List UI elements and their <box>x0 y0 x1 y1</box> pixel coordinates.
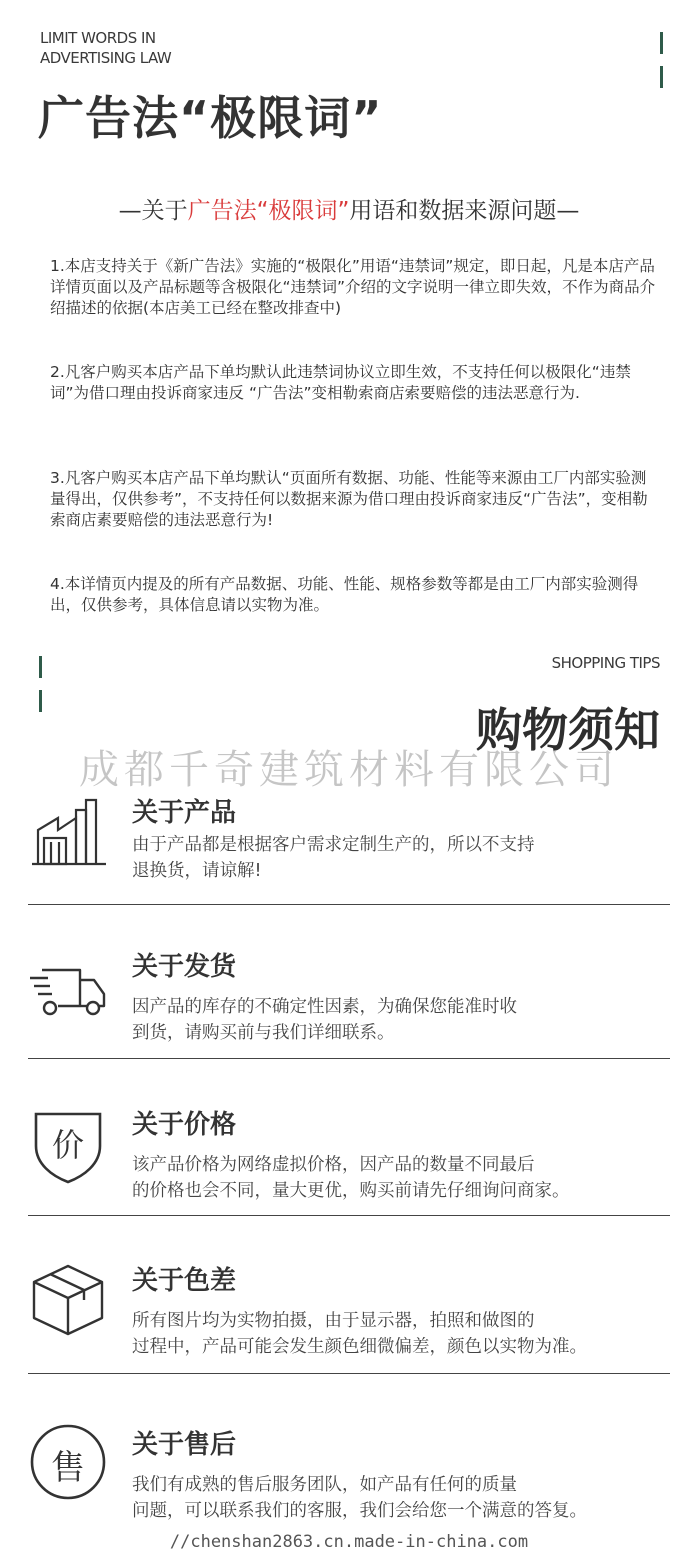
section-title: 关于发货 <box>132 952 237 982</box>
section-text-line2: 过程中，产品可能会发生颜色细微偏差，颜色以实物为准。 <box>132 1337 587 1357</box>
section-text-line1: 因产品的库存的不确定性因素，为确保您能准时收 <box>132 997 517 1017</box>
divider <box>28 904 670 905</box>
section-color-difference <box>0 1258 698 1376</box>
section-title: 关于色差 <box>132 1266 237 1296</box>
box-icon <box>28 1260 108 1340</box>
section-text <box>132 1308 672 1360</box>
section-text-line1: 我们有成熟的售后服务团队，如产品有任何的质量 <box>132 1475 517 1495</box>
section-shipping <box>0 944 698 1062</box>
header-english-line2: ADVERTISING LAW <box>40 49 172 67</box>
accent-bar <box>660 32 663 54</box>
section-text <box>132 994 672 1046</box>
section-text-line1: 所有图片均为实物拍摄，由于显示器，拍照和做图的 <box>132 1311 535 1331</box>
shopping-tips-title: 购物须知 <box>476 703 660 757</box>
section-text-line2: 退换货，请谅解! <box>132 861 262 881</box>
section-title: 关于产品 <box>132 798 237 828</box>
notice-paragraph-1: 1.本店支持关于《新广告法》实施的“极限化”用语“违禁词”规定，即日起，凡是本店产品详情页面以及产品标题等含极限化“违禁词”介绍的文字说明一律立即失效，不作为商品介绍描述的依据(本店美工已经在整改排查中) <box>50 257 656 317</box>
footer-url: //chenshan2863.cn.made-in-china.com <box>169 1532 529 1552</box>
page-title: 广告法“极限词” <box>38 91 383 145</box>
notice-paragraph-2: 2.凡客户购买本店产品下单均默认此违禁词协议立即生效，不支持任何以极限化“违禁词”为借口理由投诉商家违反 “广告法”变相勒索商店索要赔偿的违法恶意行为. <box>50 363 631 402</box>
accent-bar <box>39 690 42 712</box>
section-text <box>132 1152 672 1204</box>
shopping-tips-english: SHOPPING TIPS <box>551 654 660 672</box>
section-product <box>0 790 698 908</box>
after-sale-icon-char: 售 <box>51 1448 85 1488</box>
subtitle-suffix: 用语和数据来源问题— <box>349 198 580 224</box>
section-text <box>132 1472 672 1524</box>
header-english-line1: LIMIT WORDS IN <box>40 29 156 47</box>
factory-icon <box>28 792 108 872</box>
accent-bar <box>660 66 663 88</box>
section-after-sale <box>0 1420 698 1530</box>
section-title: 关于售后 <box>132 1430 237 1460</box>
subtitle <box>0 192 698 225</box>
header-english <box>40 28 171 68</box>
section-text-line1: 由于产品都是根据客户需求定制生产的，所以不支持 <box>132 835 535 855</box>
after-sale-icon <box>28 1422 108 1502</box>
accent-bar <box>39 656 42 678</box>
section-title: 关于价格 <box>132 1110 237 1140</box>
price-icon-char: 价 <box>51 1126 84 1164</box>
company-watermark: 成都千奇建筑材料有限公司 <box>79 747 619 793</box>
divider <box>28 1058 670 1059</box>
section-text-line2: 问题，可以联系我们的客服，我们会给您一个满意的答复。 <box>132 1501 587 1521</box>
truck-icon <box>28 950 108 1030</box>
notice-paragraph-3: 3.凡客户购买本店产品下单均默认“页面所有数据、功能、性能等来源由工厂内部实验测量得出，仅供参考”，不支持任何以数据来源为借口理由投诉商家违反“广告法”，变相勒索商店素要赔偿的违法恶意行为! <box>50 469 648 529</box>
divider <box>28 1215 670 1216</box>
section-price <box>0 1102 698 1220</box>
subtitle-prefix: —关于 <box>118 198 188 224</box>
section-text-line2: 的价格也会不同，量大更优，购买前请先仔细询问商家。 <box>132 1181 570 1201</box>
section-text <box>132 832 672 884</box>
divider <box>28 1373 670 1374</box>
subtitle-highlight: 广告法“极限词” <box>187 198 350 224</box>
price-shield-icon <box>28 1106 108 1186</box>
section-text-line2: 到货，请购买前与我们详细联系。 <box>132 1023 395 1043</box>
notice-paragraph-4: 4.本详情页内提及的所有产品数据、功能、性能、规格参数等都是由工厂内部实验测得出，仅供参考，具体信息请以实物为准。 <box>50 575 639 614</box>
section-text-line1: 该产品价格为网络虚拟价格，因产品的数量不同最后 <box>132 1155 535 1175</box>
